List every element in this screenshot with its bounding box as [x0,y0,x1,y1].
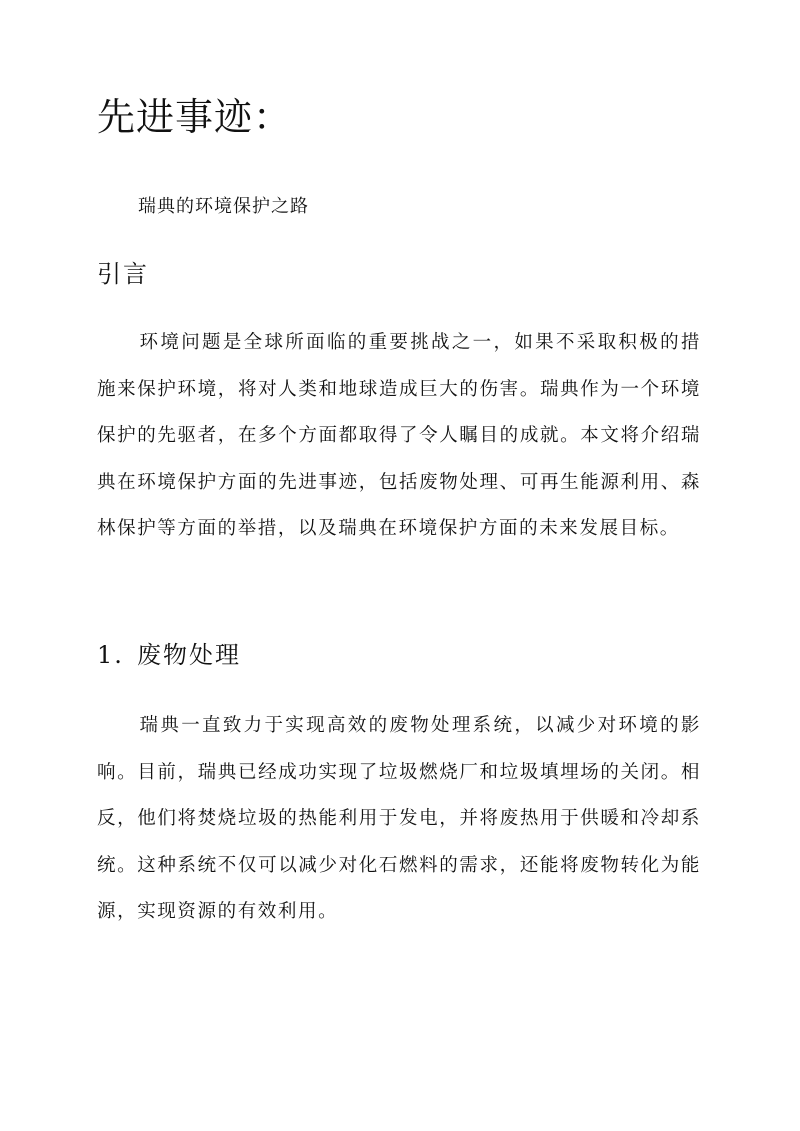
section-paragraph-introduction: 环境问题是全球所面临的重要挑战之一，如果不采取积极的措施来保护环境，将对人类和地球造成巨大的伤害。瑞典作为一个环境保护的先驱者，在多个方面都取得了令人瞩目的成就。本文将介绍瑞典在环境保护方面的先进事迹，包括废物处理、可再生能源利用、森林保护等方面的举措，以及瑞典在环境保护方面的未来发展目标。 [97,332,701,539]
page-title: 先进事迹： [97,95,293,139]
section-heading-waste-treatment-text: 废物处理 [137,641,241,669]
page-subtitle: 瑞典的环境保护之路 [138,196,309,217]
section-heading-introduction [97,256,149,292]
section-number: 1. [97,641,124,669]
section-paragraph-waste-treatment: 瑞典一直致力于实现高效的废物处理系统，以减少对环境的影响。目前，瑞典已经成功实现了垃圾燃烧厂和垃圾填埋场的关闭。相反，他们将焚烧垃圾的热能利用于发电，并将废热用于供暖和冷却系统。这种系统不仅可以减少对化石燃料的需求，还能将废物转化为能源，实现资源的有效利用。 [97,715,701,922]
section-heading-introduction-text: 引言 [97,260,149,288]
section-heading-waste-treatment [97,637,241,673]
